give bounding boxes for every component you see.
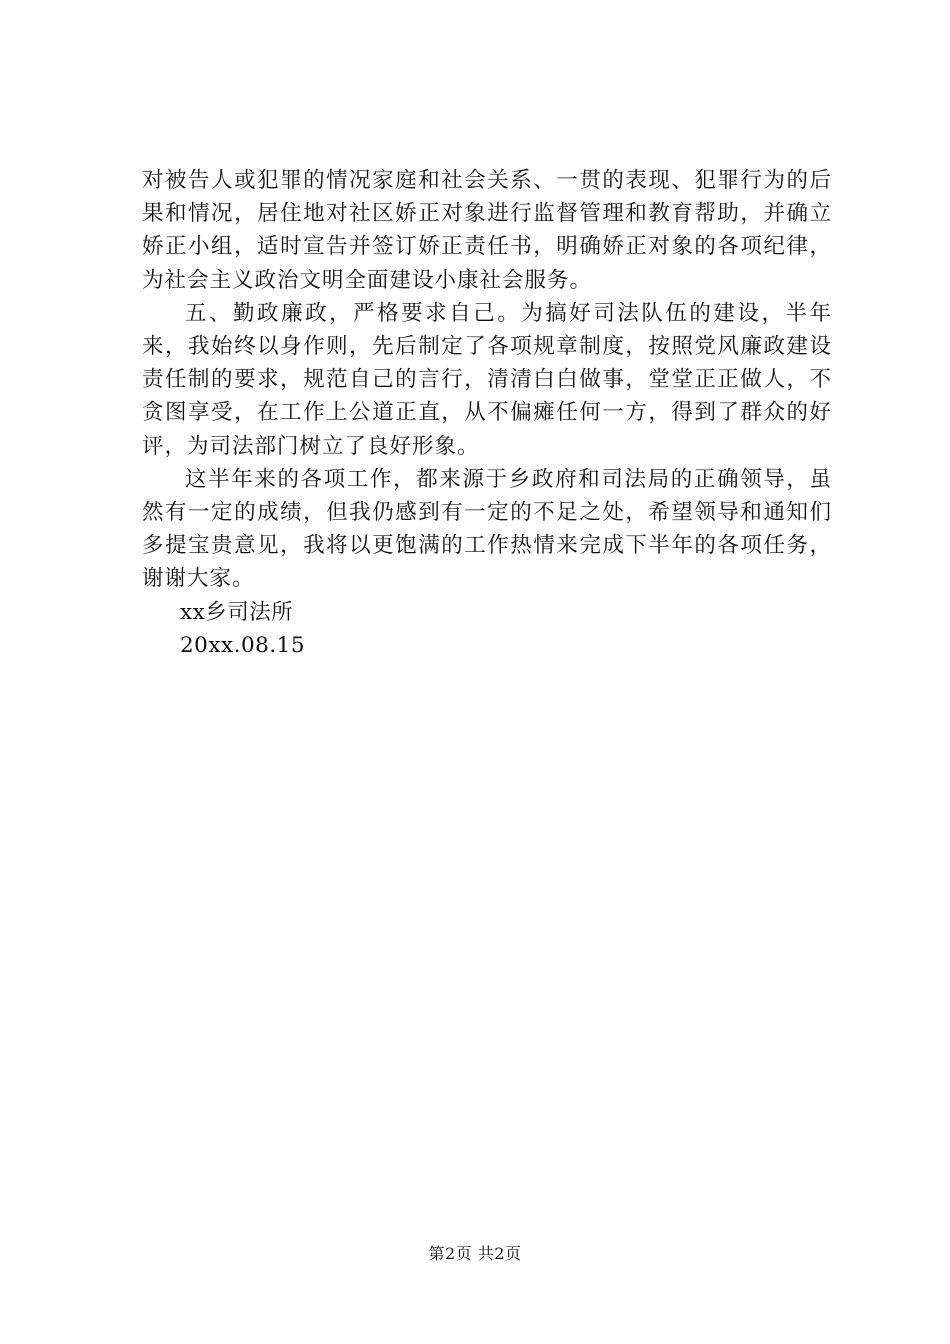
- paragraph-section-five: 五、勤政廉政，严格要求自己。为搞好司法队伍的建设，半年来，我始终以身作则，先后制定了各项规章制度，按照党风廉政建设责任制的要求，规范自己的言行，清清白白做事，堂堂正正做人，不贪图享受，在工作上公道正直，从不偏瘫任何一方，得到了群众的好评，为司法部门树立了良好形象。: [142, 300, 832, 459]
- page-footer: 第2页 共2页: [428, 1244, 522, 1263]
- signature-date: 20xx.08.15: [180, 632, 305, 658]
- signature-organization: xx乡司法所: [180, 599, 294, 625]
- paragraph-continuation: 对被告人或犯罪的情况家庭和社会关系、一贯的表现、犯罪行为的后果和情况，居住地对社区娇正对象进行监督管理和教育帮助，并确立娇正小组，适时宣告并签订娇正责任书，明确娇正对象的各项纪律，为社会主义政治文明全面建设小康社会服务。: [142, 168, 832, 293]
- document-body: [142, 164, 832, 662]
- paragraph-conclusion: 这半年来的各项工作，都来源于乡政府和司法局的正确领导，虽然有一定的成绩，但我仍感到有一定的不足之处，希望领导和通知们多提宝贵意见，我将以更饱满的工作热情来完成下半年的各项任务，谢谢大家。: [142, 466, 832, 592]
